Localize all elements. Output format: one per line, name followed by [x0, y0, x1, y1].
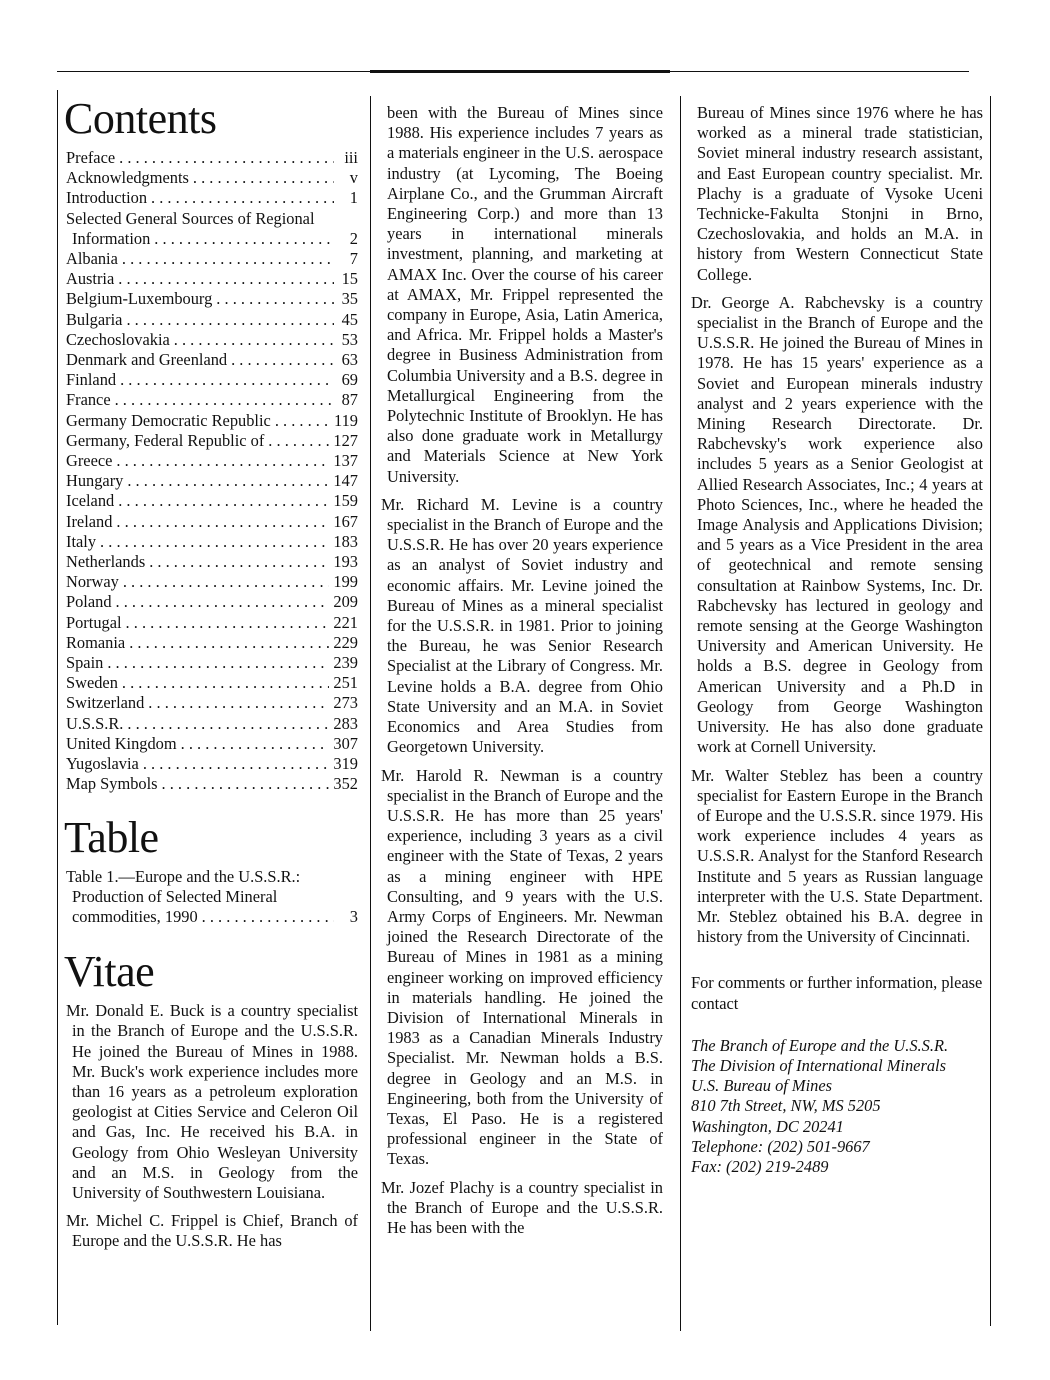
toc-entry[interactable]: United Kingdom . . . 307 [66, 734, 358, 754]
table-of-contents [66, 148, 358, 795]
contents-heading: Contents [64, 94, 217, 143]
toc-entry[interactable]: Switzerland . . . 273 [66, 693, 358, 713]
toc-entry[interactable]: Acknowledgments . . . v [66, 168, 358, 188]
toc-entry[interactable]: Belgium-Luxembourg . . . 35 [66, 289, 358, 309]
vita-rabchevsky: Dr. George A. Rabchevsky is a country specialist in the Branch of Europe and the U.S.S.R. He joined the Bureau of Mines in 1978. He has 15 years' experience as a Soviet and European minerals industry analyst and 2 years experience with the Mining Research Directorate. Dr. Rabchevsky's work experience also includes 5 years as a Senior Geologist at Allied Research Associates, Inc.; 4 years at Photo Sciences, Inc., where he headed the Image Analysis and Applications Division; and 5 years as a Vice President in the area of geotechnical and remote sensing consultation at Rainbow Systems, Inc. Dr. Rabchevsky has lectured in geology and remote sensing at the George Washington University and American University. He holds a B.S. degree in Geology from American University and a Ph.D in Geology from George Washington University. He has also done graduate work at Cornell University. [691, 292, 983, 757]
contact-line: U.S. Bureau of Mines [691, 1076, 832, 1096]
toc-entry[interactable]: Preface . . . iii [66, 148, 358, 168]
column-1 [66, 96, 358, 1260]
table-list [66, 867, 358, 928]
toc-entry[interactable]: Introduction . . . 1 [66, 188, 358, 208]
table-entry[interactable]: commodities, 1990 . . . 3 [66, 907, 358, 927]
column-rule-left [57, 90, 58, 1325]
toc-entry[interactable]: Yugoslavia . . . 319 [66, 754, 358, 774]
toc-entry[interactable]: Map Symbols . . . 352 [66, 774, 358, 794]
toc-entry[interactable]: Spain . . . 239 [66, 653, 358, 673]
column-rule-middle-left [370, 96, 371, 1331]
column-rule-middle-right [680, 96, 681, 1331]
toc-entry[interactable]: U.S.S.R. . . . 283 [66, 714, 358, 734]
vita-plachy-continued: Bureau of Mines since 1976 where he has worked as a mineral trade statistician, Soviet mineral industry research assistant, and East European country specialist. Mr. Plachy is a graduate of Vysoke Uceni Technicke-Fakulta Stonjni in Brno, Czechoslovakia, and holds an M.A. in history from Western Connecticut State College. [697, 103, 983, 284]
vitae-heading: Vitae [64, 947, 155, 997]
contact-line: The Branch of Europe and the U.S.S.R. [691, 1035, 949, 1055]
column-rule-right [990, 96, 991, 1326]
contact-intro: For comments or further information, please contact [691, 973, 983, 1013]
toc-entry[interactable]: Ireland . . . 167 [66, 512, 358, 532]
vita-frippel-continued: been with the Bureau of Mines since 1988. His experience includes 7 years as a materials engineer in the U.S. aerospace industry (at Lycoming, The Boeing Airplane Co., and the Grumman Aircraft Engineering Corp.) and more than 13 years in international minerals investment, planning, and marketing at AMAX Inc. Over the course of his career at AMAX, Mr. Frippel represented the company in Europe, Asia, Latin America, and Africa. Mr. Frippel holds a Master's degree in Business Administration from Columbia University and a B.S. degree in Metallurgical Engineering from the Polytechnic Institute of Brooklyn. He has also done graduate work in Metallurgy and Materials Science at New York University. [387, 103, 663, 486]
vita-levine: Mr. Richard M. Levine is a country specialist in the Branch of Europe and the U.S.S.R. He has over 20 years experience as an analyst of Soviet industry and economic affairs. Mr. Levine joined the Bureau of Mines as a mineral specialist for the U.S.S.R. in 1981. Prior to joining the Bureau, he was Senior Research Specialist at the Library of Congress. Mr. Levine holds a B.A. degree from Ohio State University and an M.A. in Soviet Economics and Area Studies from Georgetown University. [381, 494, 663, 757]
toc-entry[interactable]: Poland . . . 209 [66, 592, 358, 612]
contact-line: The Division of International Minerals [691, 1055, 946, 1075]
top-rule-accent [370, 70, 670, 73]
toc-entry[interactable]: Iceland . . . 159 [66, 491, 358, 511]
toc-entry[interactable]: Sweden . . . 251 [66, 673, 358, 693]
toc-entry[interactable]: Netherlands . . . 193 [66, 552, 358, 572]
toc-entry[interactable]: Portugal . . . 221 [66, 613, 358, 633]
vita-plachy-start: Mr. Jozef Plachy is a country specialist in the Branch of Europe and the U.S.S.R. He has been with the [381, 1177, 663, 1237]
toc-entry[interactable]: Selected General Sources of Regional [66, 208, 315, 228]
contact-address [691, 1036, 983, 1177]
table-entry-line: Production of Selected Mineral [72, 886, 278, 906]
toc-entry[interactable]: Denmark and Greenland . . . 63 [66, 350, 358, 370]
column-2 [381, 103, 663, 1246]
toc-entry[interactable]: Germany, Federal Republic of . . . 127 [66, 431, 358, 451]
toc-entry[interactable]: Information . . . 2 [66, 229, 358, 249]
toc-entry[interactable]: Finland . . . 69 [66, 370, 358, 390]
toc-entry[interactable]: Italy . . . 183 [66, 532, 358, 552]
toc-entry[interactable]: Germany Democratic Republic . . . 119 [66, 411, 358, 431]
toc-entry[interactable]: Greece . . . 137 [66, 451, 358, 471]
vita-newman: Mr. Harold R. Newman is a country specialist in the Branch of Europe and the U.S.S.R. He has more than 25 years' experience, including 3 years as a civil engineer with the State of Texas, 2 years as a mining engineer with HPE Consulting, and 9 years with the U.S. Army Corps of Engineers. Mr. Newman joined the Research Directorate of the Bureau of Mines in 1981 as a mining engineer working on improved efficiency in materials handling. He joined the Division of International Minerals in 1983 as a Canadian Minerals Industry Specialist. Mr. Newman holds a B.S. degree in Geology and an M.S. in Engineering, both from the University of Texas, El Paso. He is a registered professional engineer in the State of Texas. [381, 765, 663, 1169]
contact-fax: Fax: (202) 219-2489 [691, 1156, 829, 1176]
column-3 [691, 103, 983, 1177]
vita-buck: Mr. Donald E. Buck is a country specialist in the Branch of Europe and the U.S.S.R. He joined the Bureau of Mines in 1988. Mr. Buck's work experience includes more than 16 years as a petroleum exploration geologist at Cities Service and Celeron Oil and Gas, Inc. He received his B.A. in Geology from Ohio Wesleyan University and an M.S. in Geology from the University of Southwestern Louisiana. [66, 1001, 358, 1202]
toc-entry[interactable]: Hungary . . . 147 [66, 471, 358, 491]
vita-steblez: Mr. Walter Steblez has been a country specialist for Eastern Europe in the Branch of Europe and the U.S.S.R. since 1979. His work experience includes 4 years as U.S.S.R. Analyst for the Stanford Research Institute and 5 years as Russian language interpreter with the U.S. State Department. Mr. Steblez obtained his B.A. degree in history from the University of Cincinnati. [691, 765, 983, 947]
contact-telephone: Telephone: (202) 501-9667 [691, 1136, 870, 1156]
toc-entry[interactable]: Romania . . . 229 [66, 633, 358, 653]
toc-entry[interactable]: Norway . . . 199 [66, 572, 358, 592]
contact-line: 810 7th Street, NW, MS 5205 [691, 1096, 881, 1116]
toc-entry[interactable]: Czechoslovakia . . . 53 [66, 330, 358, 350]
table-entry-line: Table 1.—Europe and the U.S.S.R.: [66, 866, 301, 886]
toc-entry[interactable]: Austria . . . 15 [66, 269, 358, 289]
contact-line: Washington, DC 20241 [691, 1116, 844, 1136]
toc-entry[interactable]: France . . . 87 [66, 390, 358, 410]
vita-frippel-start: Mr. Michel C. Frippel is Chief, Branch of Europe and the U.S.S.R. He has [66, 1211, 358, 1251]
toc-entry[interactable]: Albania . . . 7 [66, 249, 358, 269]
table-heading: Table [64, 812, 159, 862]
toc-entry[interactable]: Bulgaria . . . 45 [66, 310, 358, 330]
